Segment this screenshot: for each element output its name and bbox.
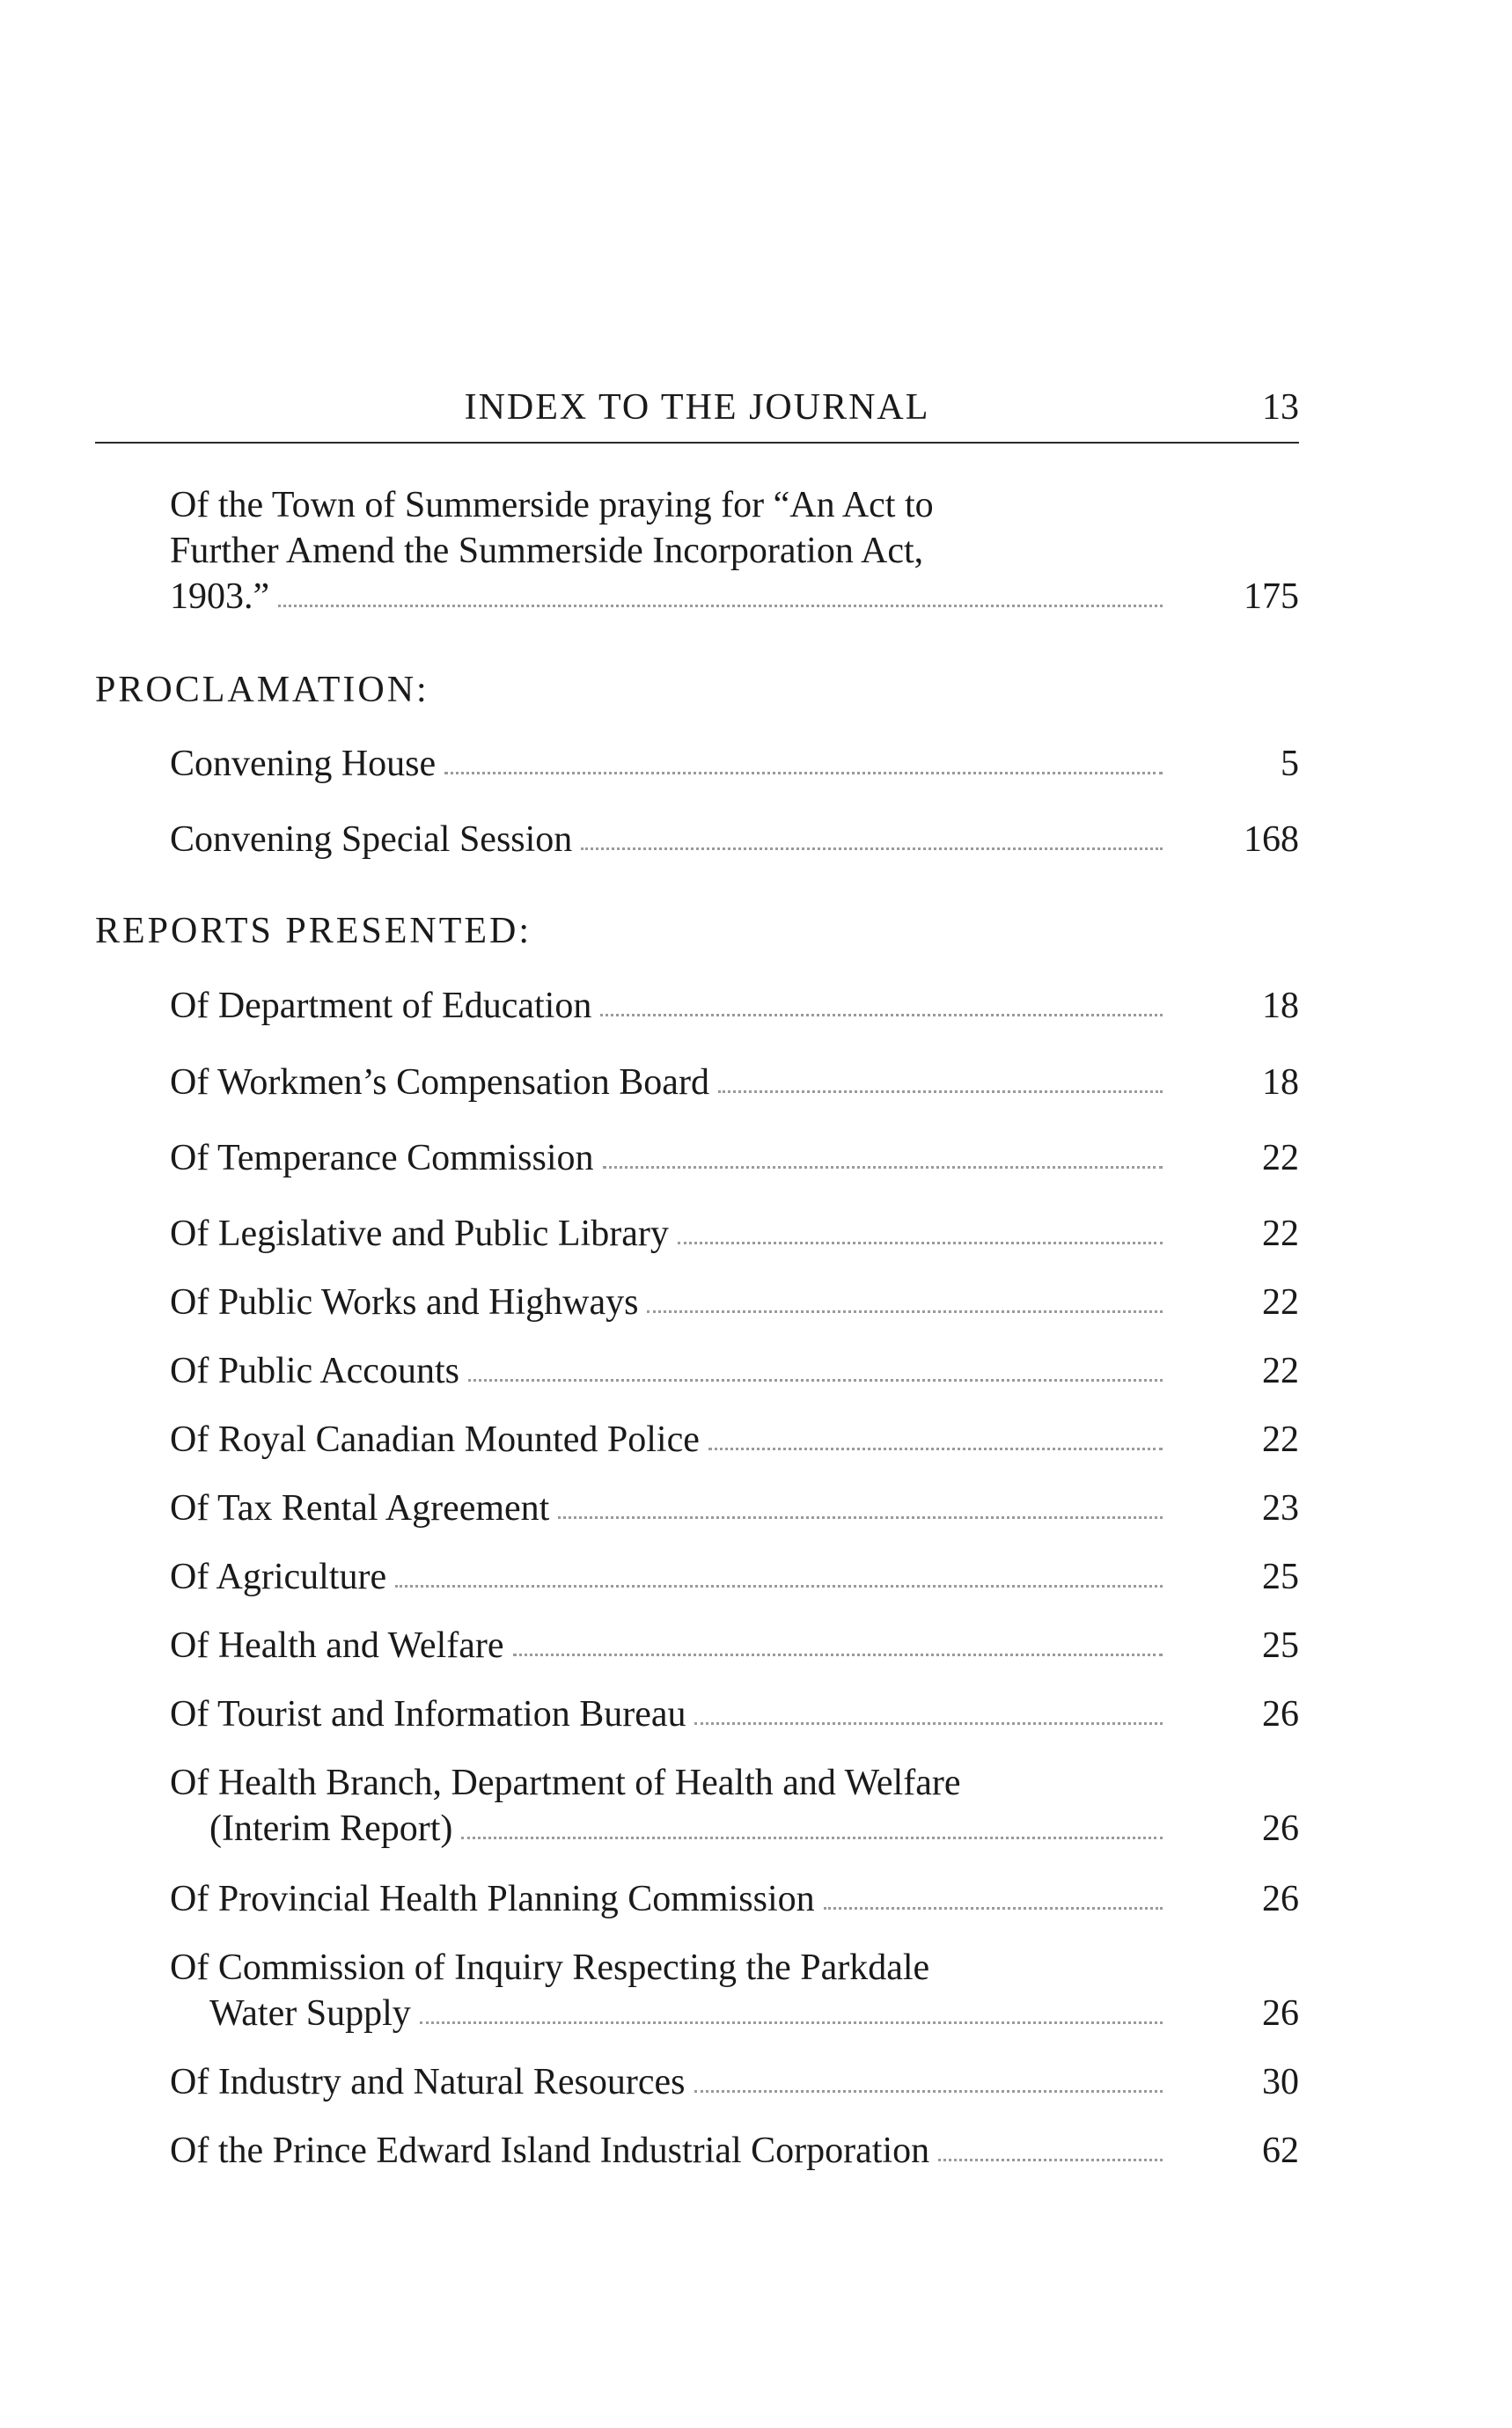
entry-label: Of Tax Rental Agreement: [170, 1488, 550, 1529]
entry-label: Convening Special Session: [170, 819, 573, 860]
entry-page-number: 62: [1262, 2131, 1299, 2171]
entry-page-number: 25: [1262, 1625, 1299, 1666]
dot-leader: [694, 1721, 1163, 1725]
entry-page-number: 5: [1281, 744, 1299, 784]
dot-leader: [694, 2089, 1163, 2093]
index-entry: [170, 1691, 1299, 1737]
index-entry: [170, 1945, 1299, 2036]
entry-page-number: 22: [1262, 1214, 1299, 1254]
entry-page-number: 18: [1262, 986, 1299, 1026]
dot-leader: [461, 1836, 1163, 1839]
entry-page-number: 26: [1262, 1808, 1299, 1849]
entry-page-number: 22: [1262, 1138, 1299, 1178]
index-entry-summerside: [170, 482, 1299, 620]
entry-label: Of Public Accounts: [170, 1351, 459, 1391]
dot-leader: [444, 771, 1163, 774]
index-entry: [170, 1280, 1299, 1325]
entry-line: Of the Town of Summerside praying for “An Act to: [170, 485, 934, 525]
running-head: [95, 381, 1299, 434]
page-number: 13: [1262, 387, 1299, 428]
entry-line: (Interim Report): [209, 1808, 453, 1849]
entry-label: Convening House: [170, 744, 437, 784]
index-entry: [170, 1554, 1299, 1600]
dot-leader: [824, 1906, 1163, 1910]
entry-page-number: 26: [1262, 1879, 1299, 1919]
entry-page-number: 18: [1262, 1062, 1299, 1103]
dot-leader: [938, 2158, 1163, 2161]
entry-label: Of Royal Canadian Mounted Police: [170, 1419, 700, 1460]
index-entry: [170, 1876, 1299, 1922]
index-entry: [170, 1211, 1299, 1257]
entry-page-number: 22: [1262, 1419, 1299, 1460]
dot-leader: [278, 604, 1163, 607]
entry-page-number: 22: [1262, 1351, 1299, 1391]
index-entry: [170, 1348, 1299, 1394]
entry-page-number: 175: [1244, 576, 1299, 617]
dot-leader: [395, 1584, 1163, 1588]
index-entry: [170, 1135, 1299, 1181]
index-entry: [170, 1417, 1299, 1463]
entry-page-number: 30: [1262, 2062, 1299, 2102]
dot-leader: [513, 1653, 1163, 1656]
section-heading-reports: REPORTS PRESENTED:: [95, 911, 532, 951]
running-head-title: INDEX TO THE JOURNAL: [464, 387, 930, 428]
entry-label: Of the Prince Edward Island Industrial Corporation: [170, 2131, 930, 2171]
dot-leader: [718, 1089, 1163, 1093]
index-entry: [170, 983, 1299, 1029]
dot-leader: [581, 847, 1163, 850]
entry-page-number: 22: [1262, 1282, 1299, 1323]
entry-page-number: 26: [1262, 1993, 1299, 2034]
entry-label: Of Agriculture: [170, 1557, 387, 1597]
dot-leader: [468, 1378, 1163, 1382]
entry-label: Of Workmen’s Compensation Board: [170, 1062, 709, 1103]
header-rule: [95, 442, 1299, 444]
index-entry: [170, 2059, 1299, 2105]
entry-label: Of Temperance Commission: [170, 1138, 594, 1178]
entry-label: Of Tourist and Information Bureau: [170, 1694, 686, 1735]
index-entry: [170, 1060, 1299, 1105]
dot-leader: [600, 1013, 1163, 1016]
dot-leader: [678, 1241, 1163, 1244]
entry-label: Of Industry and Natural Resources: [170, 2062, 686, 2102]
dot-leader: [603, 1165, 1163, 1169]
section-heading-proclamation: PROCLAMATION:: [95, 670, 429, 710]
index-entry: [170, 1623, 1299, 1669]
entry-line: Of Health Branch, Department of Health and Welfare: [170, 1763, 961, 1803]
index-entry: [170, 1485, 1299, 1531]
dot-leader: [420, 2021, 1163, 2024]
entry-page-number: 23: [1262, 1488, 1299, 1529]
entry-line: Of Commission of Inquiry Respecting the Parkdale: [170, 1948, 930, 1988]
dot-leader: [647, 1309, 1163, 1313]
entry-line: Further Amend the Summerside Incorporation Act,: [170, 531, 924, 571]
index-entry: [170, 1760, 1299, 1852]
dot-leader: [558, 1515, 1163, 1519]
entry-line: Water Supply: [209, 1993, 411, 2034]
index-entry: [170, 817, 1299, 862]
entry-label: Of Legislative and Public Library: [170, 1214, 669, 1254]
entry-line: 1903.”: [170, 576, 270, 617]
dot-leader: [708, 1447, 1163, 1450]
index-entry: [170, 741, 1299, 787]
entry-label: Of Department of Education: [170, 986, 592, 1026]
entry-page-number: 25: [1262, 1557, 1299, 1597]
entry-page-number: 26: [1262, 1694, 1299, 1735]
index-entry: [170, 2128, 1299, 2174]
entry-label: Of Public Works and Highways: [170, 1282, 639, 1323]
entry-page-number: 168: [1244, 819, 1299, 860]
entry-label: Of Provincial Health Planning Commission: [170, 1879, 815, 1919]
entry-label: Of Health and Welfare: [170, 1625, 504, 1666]
